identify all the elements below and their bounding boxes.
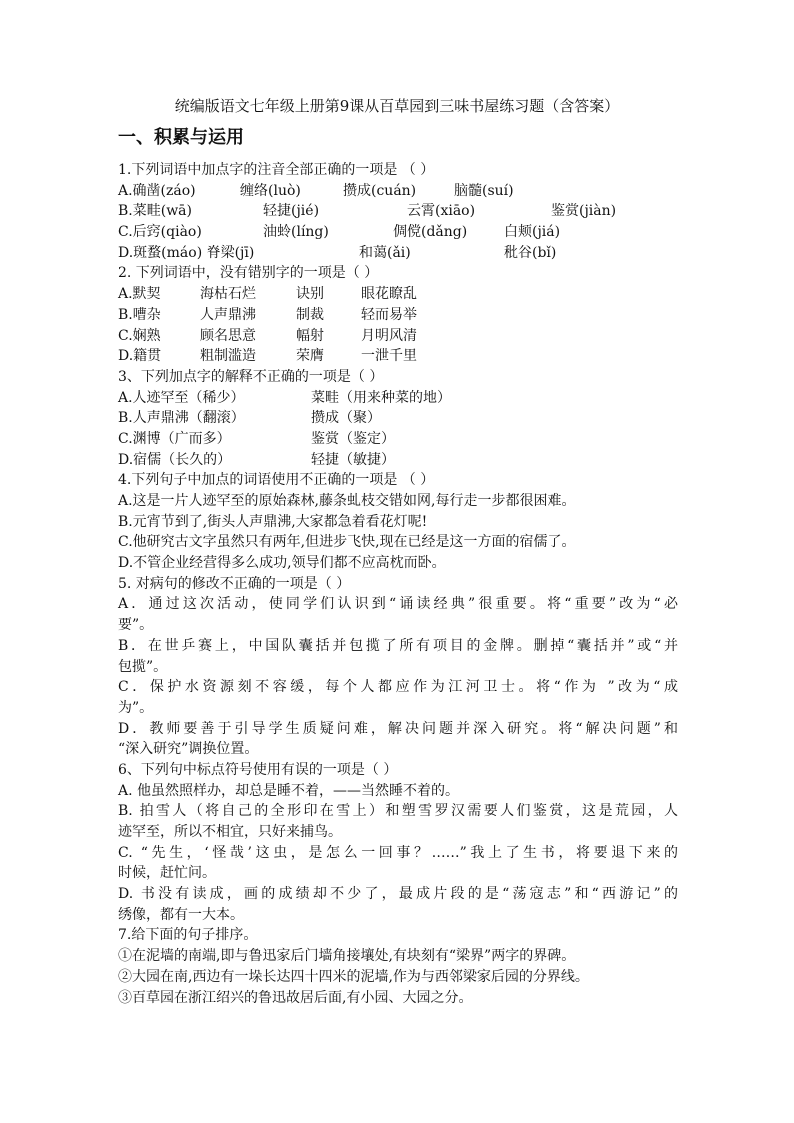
option-item: 顾名思意 bbox=[200, 327, 256, 344]
option-item: B.人声鼎沸（翻滚） bbox=[118, 410, 245, 427]
option-item: A.默契 bbox=[118, 286, 161, 303]
option-item: D.斑蝥(máo) 脊梁(jī) bbox=[118, 244, 255, 261]
question-6-option-d-line2: 绣像，都有一大本。 bbox=[118, 906, 244, 923]
question-7-stem: 7.给下面的句子排序。 bbox=[118, 927, 258, 944]
question-7-sentence-2: ②大园在南,西边有一垛长达四十四米的泥墙,作为与西邻梁家后园的分界线。 bbox=[118, 968, 589, 985]
option-item: D.籍贯 bbox=[118, 348, 162, 365]
option-item: 攒成（聚） bbox=[311, 410, 381, 427]
option-item: 白颊(jiá) bbox=[504, 224, 561, 241]
option-item: 菜畦（用来种菜的地） bbox=[311, 389, 451, 406]
question-6-option-c-line1: C. “先生，‘怪哉’这虫，是怎么一回事？……”我上了生书，将要退下来的 bbox=[118, 844, 678, 861]
question-4-option-b: B.元宵节到了,街头人声鼎沸,大家都急着看花灯呢! bbox=[118, 513, 428, 530]
option-item: 轻而易举 bbox=[361, 306, 417, 323]
option-item: C.后窍(qiào) bbox=[118, 224, 202, 241]
option-item: 倜傥(dǎng) bbox=[393, 224, 468, 241]
option-item: 鉴赏(jiàn) bbox=[551, 203, 617, 220]
option-item: B.菜畦(wā) bbox=[118, 203, 192, 220]
question-5-option-b-line1: B．在世乒赛上，中国队囊括并包揽了所有项目的金牌。删掉“囊括并”或“并 bbox=[118, 637, 678, 654]
question-6-stem: 6、下列句中标点符号使用有误的一项是（ ） bbox=[118, 761, 398, 778]
question-6-option-a: A. 他虽然照样办，却总是睡不着，——当然睡不着的。 bbox=[118, 782, 460, 799]
question-5-option-c-line1: C．保护水资源刻不容缓，每个人都应作为江河卫士。将“作为 ”改为“成 bbox=[118, 679, 678, 696]
question-5-option-b-line2: 包揽”。 bbox=[118, 658, 168, 675]
question-1-option-c bbox=[118, 222, 678, 243]
question-6-option-b-line1: B. 拍雪人（将自己的全形印在雪上）和塑雪罗汉需要人们鉴赏，这是荒园，人 bbox=[118, 803, 678, 820]
exercise-content bbox=[118, 160, 678, 1008]
question-4-option-a: A.这是一片人迹罕至的原始森林,藤条虬枝交错如网,每行走一步都很困难。 bbox=[118, 493, 576, 509]
question-1-option-a bbox=[118, 181, 678, 202]
question-5-option-c-line2: 为”。 bbox=[118, 699, 154, 716]
question-3-stem: 3、下列加点字的解释不正确的一项是（ ） bbox=[118, 368, 384, 385]
question-3-option-d bbox=[118, 450, 678, 471]
option-item: 海枯石烂 bbox=[200, 286, 256, 303]
question-1-option-b bbox=[118, 201, 678, 222]
question-4-option-c: C.他研究古文字虽然只有两年,但进步飞快,现在已经是这一方面的宿儒了。 bbox=[118, 534, 576, 551]
question-5-option-d-line2: “深入研究”调换位置。 bbox=[118, 741, 259, 758]
option-item: 人声鼎沸 bbox=[200, 306, 256, 323]
option-item: 月明风清 bbox=[361, 327, 417, 344]
option-item: A.确凿(záo) bbox=[118, 182, 196, 199]
question-7-sentence-1: ①在泥墙的南端,即与鲁迅家后门墙角接壤处,有块刻有“梁界”两字的界碑。 bbox=[118, 948, 576, 965]
question-6-option-b-line2: 迹罕至，所以不相宜，只好来捕鸟。 bbox=[118, 824, 342, 840]
option-item: C.娴熟 bbox=[118, 327, 161, 344]
option-item: 云霄(xiāo) bbox=[407, 203, 476, 220]
question-2-option-a bbox=[118, 284, 678, 305]
question-4-option-d: D.不管企业经营得多么成功,领导们都不应高枕而卧。 bbox=[118, 555, 446, 572]
question-6-option-c-line2: 时候，赶忙问。 bbox=[118, 865, 216, 882]
option-item: 制裁 bbox=[296, 306, 324, 323]
option-item: 幅射 bbox=[296, 327, 324, 344]
option-item: B.嘈杂 bbox=[118, 306, 161, 323]
option-item: 缠络(luò) bbox=[240, 182, 301, 199]
question-2-option-d bbox=[118, 346, 678, 367]
option-item: 油蛉(líng) bbox=[263, 224, 329, 241]
question-3-option-b bbox=[118, 408, 678, 429]
option-item: 和蔼(ǎi) bbox=[359, 244, 411, 261]
question-4-stem: 4.下列句子中加点的词语使用不正确的一项是 （ ） bbox=[118, 472, 435, 489]
question-3-option-c bbox=[118, 429, 678, 450]
option-item: 诀别 bbox=[296, 286, 324, 303]
question-2-option-c bbox=[118, 326, 678, 347]
option-item: 轻捷（敏捷） bbox=[311, 451, 395, 468]
option-item: 眼花瞭乱 bbox=[361, 286, 417, 303]
question-5-option-d-line1: D．教师要善于引导学生质疑问难，解决问题并深入研究。将“解决问题”和 bbox=[118, 720, 678, 737]
question-2-stem: 2. 下列词语中，没有错别字的一项是（ ） bbox=[118, 265, 379, 282]
question-5-stem: 5. 对病句的修改不正确的一项是（ ） bbox=[118, 575, 351, 592]
option-item: D.宿儒（长久的） bbox=[118, 451, 232, 468]
question-3-option-a bbox=[118, 388, 678, 409]
section-heading: 一、积累与运用 bbox=[118, 127, 244, 148]
option-item: A.人迹罕至（稀少） bbox=[118, 389, 245, 406]
question-6-option-d-line1: D. 书没有读成，画的成绩却不少了，最成片段的是“荡寇志”和“西游记”的 bbox=[118, 886, 678, 903]
option-item: 脑髓(suí) bbox=[454, 182, 514, 199]
option-item: 鉴赏（鉴定） bbox=[311, 430, 395, 447]
option-item: 一泄千里 bbox=[361, 348, 417, 365]
option-item: 轻捷(jié) bbox=[263, 203, 320, 220]
option-item: 秕谷(bǐ) bbox=[504, 244, 557, 261]
question-5-option-a-line1: A．通过这次活动，使同学们认识到“诵读经典”很重要。将“重要”改为“必 bbox=[118, 596, 678, 613]
question-1-stem: 1.下列词语中加点字的注音全部正确的一项是 （ ） bbox=[118, 162, 435, 178]
option-item: C.渊博（广而多） bbox=[118, 430, 231, 447]
question-1-option-d bbox=[118, 243, 678, 264]
question-7-sentence-3: ③百草园在浙江绍兴的鲁迅故居后面,有小园、大园之分。 bbox=[118, 989, 473, 1006]
option-item: 粗制滥造 bbox=[200, 348, 256, 365]
document-title: 统编版语文七年级上册第9课从百草园到三味书屋练习题（含答案） bbox=[174, 97, 620, 115]
question-2-option-b bbox=[118, 305, 678, 326]
option-item: 荣膺 bbox=[296, 348, 324, 365]
question-5-option-a-line2: 要”。 bbox=[118, 617, 154, 634]
option-item: 攒成(cuán) bbox=[343, 182, 417, 199]
